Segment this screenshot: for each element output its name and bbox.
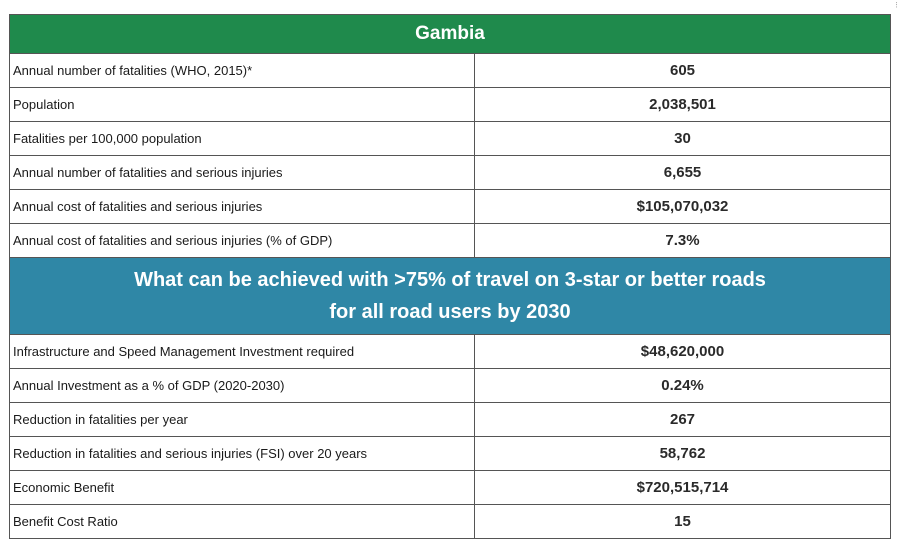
row-label: Reduction in fatalities per year [10, 403, 475, 437]
row-value: $48,620,000 [475, 335, 891, 369]
road-safety-table [9, 14, 891, 539]
table-row [10, 224, 891, 258]
row-value: 30 [475, 122, 891, 156]
row-value: $105,070,032 [475, 190, 891, 224]
row-label: Annual cost of fatalities and serious injuries [10, 190, 475, 224]
row-label: Fatalities per 100,000 population [10, 122, 475, 156]
row-value: 605 [475, 54, 891, 88]
country-title: Gambia [10, 15, 891, 54]
row-value: 6,655 [475, 156, 891, 190]
table-row [10, 403, 891, 437]
row-label: Economic Benefit [10, 471, 475, 505]
table-row [10, 471, 891, 505]
row-value: $720,515,714 [475, 471, 891, 505]
row-label: Benefit Cost Ratio [10, 505, 475, 539]
target-banner [10, 258, 891, 335]
table-row [10, 505, 891, 539]
row-label: Infrastructure and Speed Management Investment required [10, 335, 475, 369]
row-label: Annual Investment as a % of GDP (2020-2030) [10, 369, 475, 403]
row-label: Annual cost of fatalities and serious injuries (% of GDP) [10, 224, 475, 258]
banner-row [10, 258, 891, 335]
row-label: Population [10, 88, 475, 122]
row-value: 267 [475, 403, 891, 437]
table-row [10, 54, 891, 88]
row-value: 58,762 [475, 437, 891, 471]
table-row [10, 88, 891, 122]
table-row [10, 335, 891, 369]
banner-line-1: What can be achieved with >75% of travel on 3-star or better roads [134, 269, 766, 291]
row-value: 7.3% [475, 224, 891, 258]
table-row [10, 190, 891, 224]
row-label: Reduction in fatalities and serious injuries (FSI) over 20 years [10, 437, 475, 471]
edge-mark: ⁝ [895, 0, 898, 10]
row-label: Annual number of fatalities (WHO, 2015)* [10, 54, 475, 88]
row-value: 15 [475, 505, 891, 539]
table-row [10, 156, 891, 190]
banner-line-2: for all road users by 2030 [329, 301, 571, 323]
header-row [10, 15, 891, 54]
row-label: Annual number of fatalities and serious injuries [10, 156, 475, 190]
table-row [10, 122, 891, 156]
row-value: 0.24% [475, 369, 891, 403]
table-row [10, 437, 891, 471]
row-value: 2,038,501 [475, 88, 891, 122]
table-row [10, 369, 891, 403]
